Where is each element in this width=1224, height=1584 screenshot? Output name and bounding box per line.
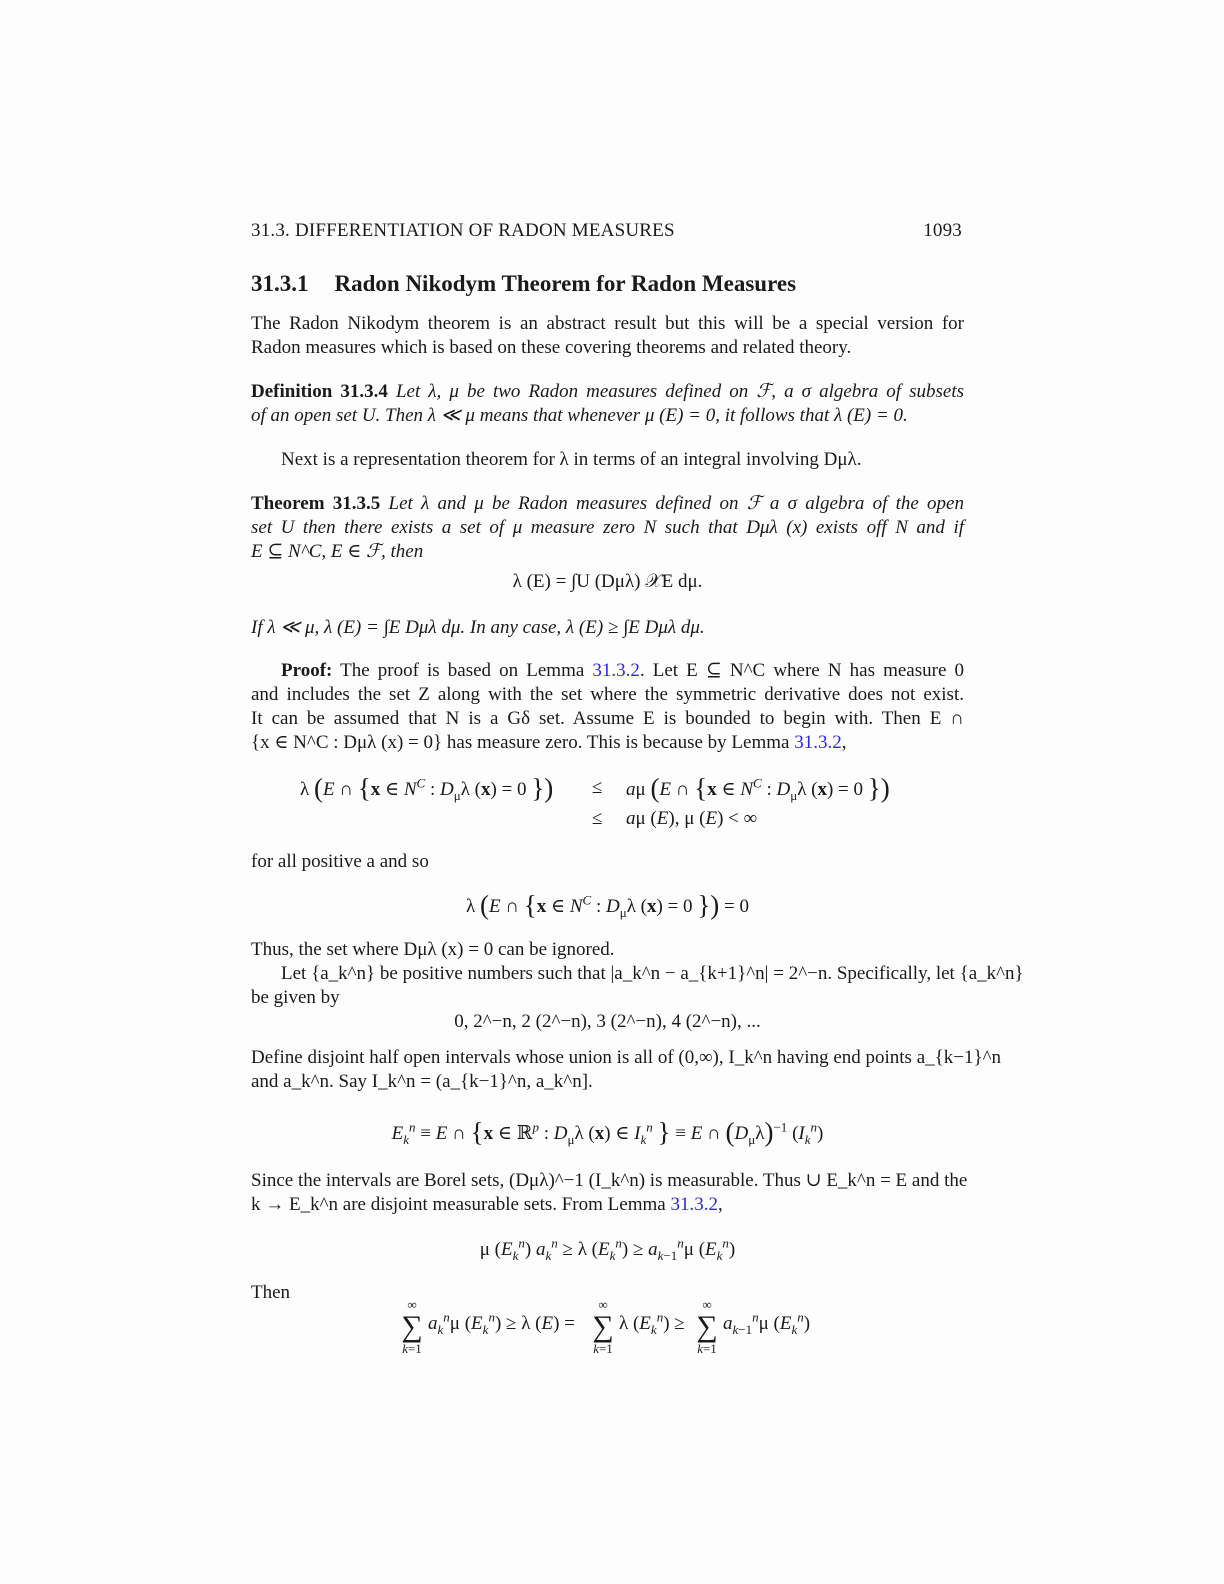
proof-line-1 — [281, 659, 964, 683]
sum-term-1: $a_k^n\mu$ $(E_k^n) \ge \lambda$ (E) = — [428, 1309, 575, 1337]
lemma-link[interactable]: 31.3.2 — [670, 1194, 718, 1215]
inequality-rhs-2: aμ (E), μ (E) < ∞ — [626, 808, 758, 829]
page-number: 1093 — [923, 220, 962, 241]
section-heading — [251, 272, 796, 296]
bound-formula: μ $(E_k^n) a_k^n \ge \lambda$ $(E_k^n) \ge a_{k-1}^n\mu$ $(E_k^n)$ — [479, 1235, 736, 1263]
sequence-formula: 0, 2^−n, 2 (2^−n), 3 (2^−n), 4 (2^−n), ... — [454, 1011, 761, 1032]
section-title: Radon Nikodym Theorem for Radon Measures — [334, 271, 797, 296]
theorem-label: Theorem 31.3.5 — [251, 493, 381, 514]
set-definition-formula: $E_k^n \equiv E$ ∩ {x ∈ ℝ$^p$ : $D_\mu\lambda$ (x) ∈ $I_k^n$ } ≡ E ∩ $(D_\mu\lambda)^{-1}$ $(I_k^n)$ — [391, 1117, 824, 1147]
representation-intro: Next is a representation theorem for λ in terms of an integral involving Dμλ. — [281, 449, 862, 470]
zero-measure-formula: λ (E ∩ {x ∈ $N^C$ : $D_\mu\lambda$ (x) = 0 }) = 0 — [466, 890, 749, 920]
proof-label: Proof: — [281, 660, 333, 681]
theorem-corollary: If λ ≪ μ, λ (E) = ∫E Dμλ dμ. In any case, λ (E) ≥ ∫E Dμλ dμ. — [251, 617, 705, 638]
leq-2: ≤ — [592, 808, 603, 829]
let-line: Let {a_k^n} be positive numbers such that |a_k^n − a_{k+1}^n| = 2^−n. Specifically, let {a_k^n} — [281, 963, 1024, 984]
inequality-row-1: λ (E ∩ {x ∈ $N^C$ : $D_\mu\lambda$ (x) = 0 }) — [300, 773, 554, 803]
since-line-2: k → E_k^n are disjoint measurable sets. From Lemma 31.3.2, — [251, 1194, 723, 1215]
then-line: Then — [251, 1282, 291, 1303]
lemma-link[interactable]: 31.3.2 — [794, 732, 842, 753]
proof-line-3: It can be assumed that N is a Gδ set. Assume E is bounded to begin with. Then E ∩ — [251, 708, 964, 729]
ignore-line: Thus, the set where Dμλ (x) = 0 can be ignored. — [251, 939, 615, 960]
theorem-formula: λ (E) = ∫U (Dμλ) 𝒳E dμ. — [512, 571, 703, 592]
proof-line-2: and includes the set Z along with the set where the symmetric derivative does not exist. — [251, 684, 964, 705]
theorem-text-1: Let λ and μ be Radon measures defined on ℱ a σ algebra of the open — [388, 493, 964, 514]
since-line-1: Since the intervals are Borel sets, (Dμλ)^−1 (I_k^n) is measurable. Thus ∪ E_k^n = E and the — [251, 1170, 968, 1191]
define-line-1: Define disjoint half open intervals whose union is all of (0,∞), I_k^n having end points a_{k−1}^n — [251, 1047, 1002, 1068]
definition-line-1 — [251, 380, 964, 404]
sum-term-2: λ $(E_k^n)$ ≥ — [619, 1309, 685, 1337]
sum-term-3: $a_{k-1}^n\mu$ $(E_k^n)$ — [723, 1309, 811, 1337]
theorem-line-3: E ⊆ N^C, E ∈ ℱ, then — [251, 541, 424, 562]
theorem-line-1 — [251, 492, 964, 516]
sum-symbol-2: ∞ ∑ k=1 — [592, 1297, 614, 1356]
definition-text-1: Let λ, μ be two Radon measures defined on ℱ, a σ algebra of subsets — [395, 381, 965, 402]
theorem-line-2: set U then there exists a set of μ measure zero N such that Dμλ (x) exists off N and if — [251, 517, 964, 538]
intro-line-2: Radon measures which is based on these covering theorems and related theory. — [251, 337, 852, 358]
running-header: 31.3. DIFFERENTIATION OF RADON MEASURES — [251, 220, 675, 241]
definition-line-2: of an open set U. Then λ ≪ μ means that whenever μ (E) = 0, it follows that λ (E) = 0. — [251, 405, 908, 426]
section-number: 31.3.1 — [251, 271, 309, 296]
sum-symbol-3: ∞ ∑ k=1 — [696, 1297, 718, 1356]
inequality-rhs-1: aμ (E ∩ {x ∈ $N^C$ : $D_\mu\lambda$ (x) = 0 }) — [626, 773, 890, 803]
definition-label: Definition 31.3.4 — [251, 381, 388, 402]
leq-1: ≤ — [592, 777, 603, 798]
for-all-positive: for all positive a and so — [251, 851, 429, 872]
lemma-link[interactable]: 31.3.2 — [592, 660, 640, 681]
intro-line-1: The Radon Nikodym theorem is an abstract result but this will be a special version for — [251, 313, 964, 334]
define-line-2: and a_k^n. Say I_k^n = (a_{k−1}^n, a_k^n]. — [251, 1071, 593, 1092]
sum-symbol-1: ∞ ∑ k=1 — [401, 1297, 423, 1356]
proof-text-1: The proof is based on Lemma 31.3.2. Let E ⊆ N^C where N has measure 0 — [340, 660, 964, 681]
proof-line-4: {x ∈ N^C : Dμλ (x) = 0} has measure zero. This is because by Lemma 31.3.2, — [251, 732, 847, 753]
given-by: be given by — [251, 987, 340, 1008]
